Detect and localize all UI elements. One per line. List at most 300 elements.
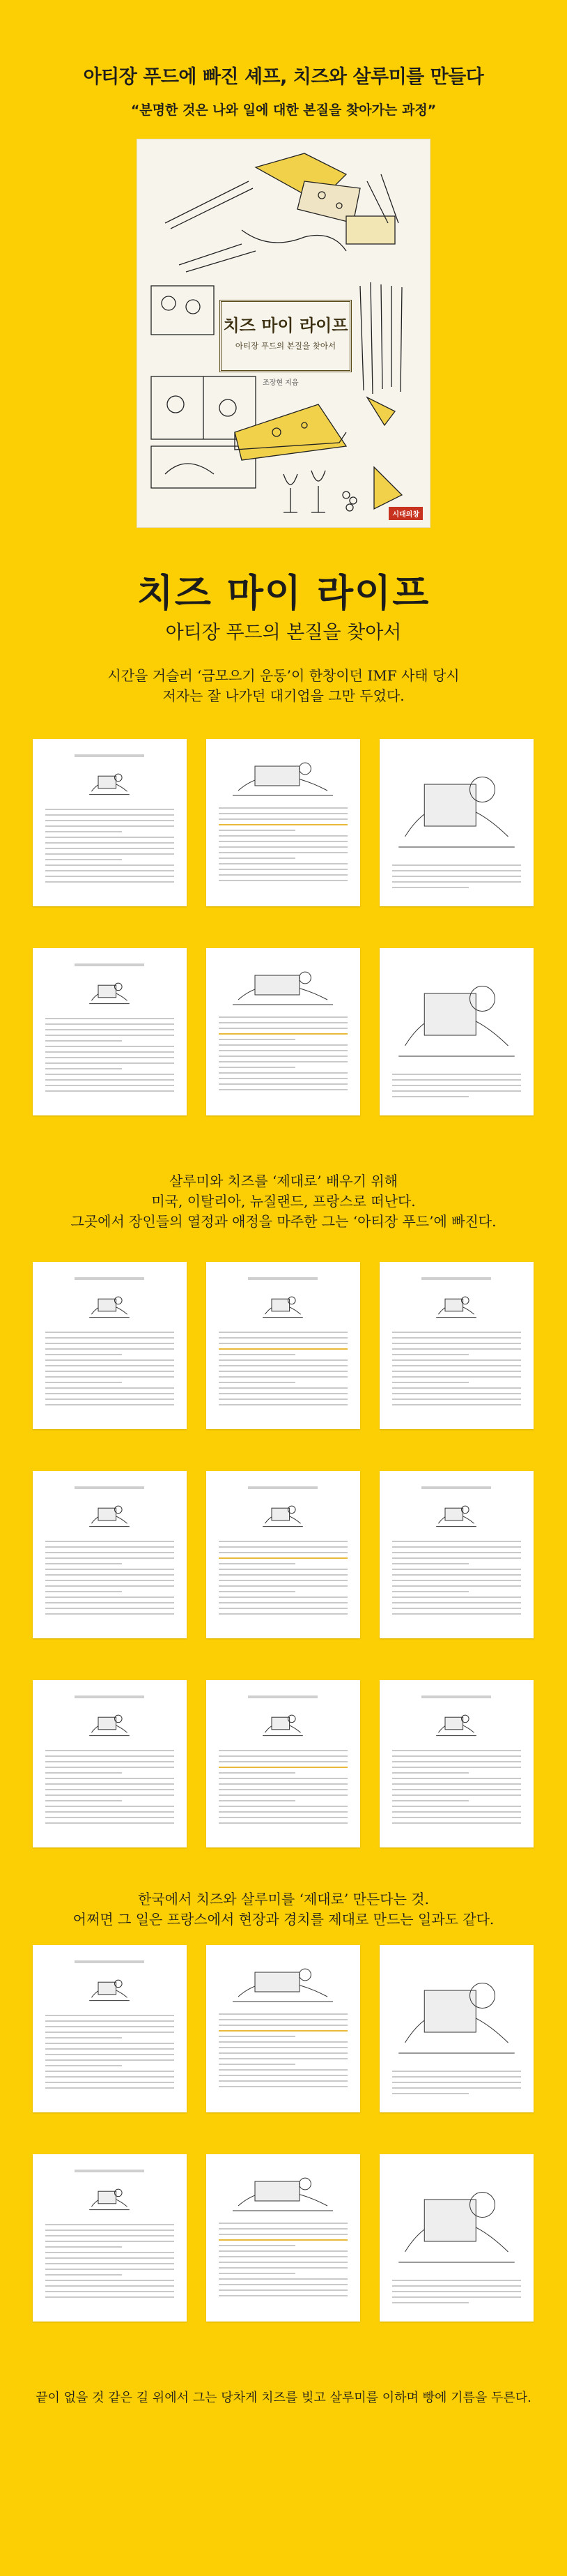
text-line [219,2239,348,2241]
page-illustration [227,752,339,800]
page-heading [75,1960,144,1963]
text-line [45,1029,174,1030]
page-heading [75,1277,144,1280]
text-line [45,831,122,832]
text-line [219,1591,295,1592]
text-line [219,1613,348,1615]
text-line [219,1348,348,1350]
section-2-caption [0,1171,567,1232]
book-page-thumbnail [206,739,360,906]
text-line [392,2302,469,2303]
header-line-1: 아티장 푸드에 빠진 셰프, 치즈와 살루미를 만들다 [83,66,484,88]
text-line [219,2223,348,2224]
text-line [45,853,174,855]
text-line [45,1398,174,1400]
text-line [45,1387,174,1389]
text-line [45,2291,174,2292]
text-line [392,1613,521,1615]
page-spread-grid-2 [0,1262,567,1875]
text-line [392,2291,521,2292]
text-line [392,1817,521,1818]
text-line [392,1371,521,1372]
page-heading [75,754,144,757]
text-line [219,1089,348,1090]
text-line [219,1354,295,1355]
text-line [219,1800,295,1801]
text-line [392,2087,521,2089]
text-line [219,2278,348,2280]
text-line [392,1365,521,1366]
page-illustration [392,2168,521,2273]
book-page-thumbnail [206,1262,360,1429]
text-line [219,1794,348,1796]
text-line [219,1343,348,1344]
text-line [392,1085,521,1086]
page-spread-grid-3 [0,1945,567,2363]
text-line [392,1541,521,1542]
text-line [45,1085,174,1086]
page-illustration [261,1708,305,1739]
text-line [45,1393,174,1394]
text-line [45,1359,174,1361]
text-line [219,1016,348,1018]
text-line [392,1800,469,1801]
page-illustration [87,2182,132,2213]
text-line [45,2252,174,2253]
page-illustration [87,976,132,1007]
text-line [45,2065,122,2066]
text-line [219,818,348,820]
book-page-thumbnail [206,1945,360,2112]
text-line [45,2059,174,2061]
text-line [219,1067,295,1068]
text-line [219,846,348,848]
text-line [219,1761,348,1762]
text-line [219,2058,348,2059]
text-line [219,2256,348,2257]
page-illustration [434,1290,479,1320]
text-line [45,1794,174,1796]
text-line [219,2030,348,2032]
text-line [219,2250,348,2252]
text-line [45,1772,122,1774]
text-line [392,1783,521,1785]
text-line [219,1580,348,1581]
section-2-line-1: 살루미와 치즈를 ‘제대로’ 배우기 위해 [169,1173,398,1189]
text-line [45,2296,174,2298]
text-line [219,863,348,864]
text-line [45,825,174,827]
text-line [45,1051,174,1053]
text-line [45,1018,174,1019]
text-line [219,2013,348,2015]
section-3-line-1: 한국에서 치즈와 살루미를 ‘제대로’ 만든다는 것. [138,1891,429,1907]
page-heading [75,963,144,966]
text-line [45,2037,122,2038]
text-line [219,1404,348,1405]
text-line [45,1602,174,1603]
text-line [45,1376,174,1378]
text-line [392,1398,521,1400]
section-3-line-2: 어쩌면 그 일은 프랑스에서 현장과 경치를 제대로 만드는 일과도 같다. [72,1911,495,1928]
book-page-thumbnail [33,1262,187,1429]
text-line [45,2054,174,2055]
text-line [219,1337,348,1339]
text-line [219,1371,348,1372]
text-line [219,880,348,881]
text-line [45,1596,174,1598]
text-line [45,1613,174,1615]
text-line [219,2273,295,2274]
text-line [45,2043,174,2044]
text-line [45,1068,122,1069]
text-line [45,2285,174,2287]
text-line [45,2082,174,2083]
book-page-thumbnail [206,2154,360,2322]
text-line [392,1608,521,1609]
text-line [392,1354,469,1355]
text-line [45,2274,122,2276]
section-3-caption [0,1889,567,1930]
text-line [392,1337,521,1339]
text-line [392,2071,521,2072]
text-line [219,1050,348,1051]
text-line [45,1348,174,1350]
intro-line-2: 저자는 잘 나가던 대기업을 그만 두었다. [162,687,405,704]
text-line [219,2025,348,2026]
text-line [45,1557,174,1559]
text-line [392,876,521,877]
text-line [392,1557,521,1559]
text-line [45,2246,122,2248]
text-line [219,1608,348,1609]
text-line [45,2071,174,2072]
text-line [219,2289,348,2291]
text-line [392,1772,469,1774]
text-line [45,2048,174,2050]
book-page-thumbnail [33,739,187,906]
publisher-logo: 시대의창 [389,507,423,520]
text-line [219,1376,348,1378]
text-line [45,814,174,816]
text-line [392,864,521,866]
text-line [45,809,174,810]
text-line [219,1028,348,1029]
text-line [392,1348,521,1350]
text-line [45,1767,174,1768]
text-line [219,2019,348,2020]
text-line [219,2262,348,2263]
text-line [45,1062,174,1064]
text-line [45,1800,122,1801]
section-2-line-3: 그곳에서 장인들의 열정과 애정을 마주한 그는 ‘아티장 푸드’에 빠진다. [70,1213,497,1230]
text-line [45,842,174,844]
text-line [219,1039,295,1040]
book-page-thumbnail [380,1680,534,1847]
text-line [219,852,348,853]
text-line [392,1580,521,1581]
text-line [45,1750,174,1751]
text-line [45,1382,122,1383]
text-line [45,1563,122,1564]
text-line [219,2086,348,2087]
text-line [45,1608,174,1609]
book-page-thumbnail [33,1680,187,1847]
text-line [45,1371,174,1372]
text-line [45,1761,174,1762]
page-illustration [227,1958,339,2006]
text-line [219,2295,348,2296]
text-line [219,874,348,876]
page-heading [75,2170,144,2172]
book-page-thumbnail [206,1471,360,1638]
text-line [392,887,469,888]
text-line [219,869,348,870]
text-line [392,870,521,871]
page-illustration [227,2167,339,2216]
page-illustration [392,962,521,1067]
text-line [219,1822,348,1824]
intro-line-1: 시간을 거슬러 ‘금모으기 운동’이 한창이던 IMF 사태 당시 [107,667,460,684]
text-line [45,1755,174,1757]
cover-title-box [219,300,352,372]
text-line [45,2076,174,2078]
text-line [45,1332,174,1333]
book-page-thumbnail [380,1471,534,1638]
text-line [219,835,348,837]
footer-line-1: 끝이 없을 것 같은 길 위에서 그는 당차게 치즈를 빚고 살루미를 이하며 빵에 기름을 두른다. [36,2391,531,2405]
book-page-thumbnail [206,948,360,1115]
book-page-thumbnail [380,1262,534,1429]
text-line [45,876,174,877]
text-line [219,2036,295,2037]
text-line [392,1778,521,1779]
text-line [219,1365,348,1366]
page-heading [248,1277,318,1280]
page-heading [75,1486,144,1489]
text-line [219,1022,348,1023]
text-line [219,1596,348,1598]
text-line [219,858,295,859]
text-line [219,1393,348,1394]
book-page-thumbnail [33,948,187,1115]
text-line [392,1404,521,1405]
text-line [219,1767,348,1768]
text-line [45,1023,174,1025]
text-line [219,1033,348,1035]
text-line [45,1046,174,1047]
text-line [392,1563,469,1564]
book-title: 치즈 마이 라이프 [137,570,430,615]
page-illustration [434,1499,479,1530]
text-line [219,2041,348,2043]
text-line [45,2280,174,2281]
text-line [219,813,348,814]
text-line [392,1387,521,1389]
text-line [219,1557,348,1559]
text-line [45,837,174,838]
text-line [219,1569,348,1570]
text-line [392,1585,521,1587]
text-line [219,2069,348,2071]
text-line [219,1055,348,1057]
text-line [219,1083,348,1085]
page-illustration [227,961,339,1009]
text-line [219,1783,348,1785]
text-line [45,1354,122,1355]
text-line [219,1755,348,1757]
text-line [392,1574,521,1576]
book-subtitle: 아티장 푸드의 본질을 찾아서 [165,622,402,643]
text-line [219,1817,348,1818]
text-line [45,1591,122,1592]
text-line [392,1602,521,1603]
text-line [392,1079,521,1081]
cover-title: 치즈 마이 라이프 [223,315,348,335]
text-line [45,1343,174,1344]
page-heading [421,1695,491,1698]
text-line [392,1596,521,1598]
text-line [219,1044,348,1046]
text-line [45,859,122,860]
book-page-thumbnail [380,948,534,1115]
text-line [392,2076,521,2078]
section-2-line-2: 미국, 이탈리아, 뉴질랜드, 프랑스로 떠난다. [151,1193,416,1210]
text-line [392,1393,521,1394]
text-line [45,1040,122,1042]
text-line [45,2235,174,2236]
text-line [45,1811,174,1813]
text-line [45,848,174,849]
page-illustration [434,1708,479,1739]
text-line [45,1783,174,1785]
text-line [392,1552,521,1553]
text-line [45,2263,174,2264]
text-line [219,1585,348,1587]
text-line [219,1778,348,1779]
text-line [45,1817,174,1818]
text-line [45,870,174,871]
page-illustration [261,1499,305,1530]
cover-subtitle: 아티장 푸드의 본질을 찾아서 [235,341,336,351]
text-line [45,1580,174,1581]
text-line [45,2087,174,2089]
text-line [392,1382,469,1383]
page-heading [421,1486,491,1489]
text-line [392,2296,521,2298]
text-line [219,2080,348,2082]
text-line [45,1569,174,1570]
text-line [219,2075,348,2076]
text-line [392,1376,521,1378]
text-line [45,2230,174,2231]
text-line [45,2224,174,2225]
text-line [45,881,174,883]
text-line [45,2020,174,2022]
text-line [219,1546,348,1548]
text-line [45,2269,174,2270]
book-page-thumbnail [33,1945,187,2112]
page-illustration [87,1973,132,2004]
text-line [392,1806,521,1807]
page-illustration [392,1959,521,2064]
text-line [392,1591,469,1592]
text-line [219,2267,348,2269]
text-line [219,1811,348,1813]
book-page-thumbnail [380,2154,534,2322]
book-page-thumbnail [380,739,534,906]
text-line [219,2047,348,2048]
text-line [219,1072,348,1074]
page-illustration [87,767,132,798]
header-line-2: “분명한 것은 나와 일에 대한 본질을 찾아가는 과정” [130,102,437,118]
text-line [45,2015,174,2016]
text-line [219,2064,295,2065]
intro-text [0,666,567,706]
text-line [219,807,348,809]
text-line [392,1332,521,1333]
text-line [219,1078,348,1079]
page-illustration [87,1708,132,1739]
page-heading [75,1695,144,1698]
text-line [219,824,348,825]
text-line [45,2241,174,2242]
text-line [45,1822,174,1824]
book-cover [137,139,430,527]
text-line [392,1090,521,1092]
text-line [219,1806,348,1807]
text-line [45,1574,174,1576]
book-page-thumbnail [33,1471,187,1638]
text-line [392,1789,521,1790]
text-line [45,820,174,821]
text-line [45,1552,174,1553]
text-line [45,2257,174,2259]
text-line [392,1359,521,1361]
text-line [45,1541,174,1542]
text-line [219,1541,348,1542]
text-line [45,2026,174,2027]
page-illustration [87,1290,132,1320]
text-line [392,1755,521,1757]
text-line [392,1822,521,1824]
text-line [392,1343,521,1344]
text-line [219,1398,348,1400]
page-heading [248,1486,318,1489]
text-line [45,1806,174,1807]
cover-author: 조장현 지음 [263,379,299,387]
text-line [219,1382,295,1383]
text-line [219,1602,348,1603]
text-line [219,2234,348,2235]
text-line [219,1563,295,1564]
text-line [392,1074,521,1075]
text-line [45,864,174,866]
text-line [392,2082,521,2083]
text-line [392,1811,521,1813]
text-line [392,2093,469,2094]
text-line [219,1574,348,1576]
text-line [219,1772,295,1774]
page-illustration [87,1499,132,1530]
text-line [392,1750,521,1751]
text-line [45,1778,174,1779]
text-line [219,1332,348,1333]
page-illustration [392,753,521,858]
text-line [45,1057,174,1058]
text-line [219,1359,348,1361]
text-line [392,881,521,883]
